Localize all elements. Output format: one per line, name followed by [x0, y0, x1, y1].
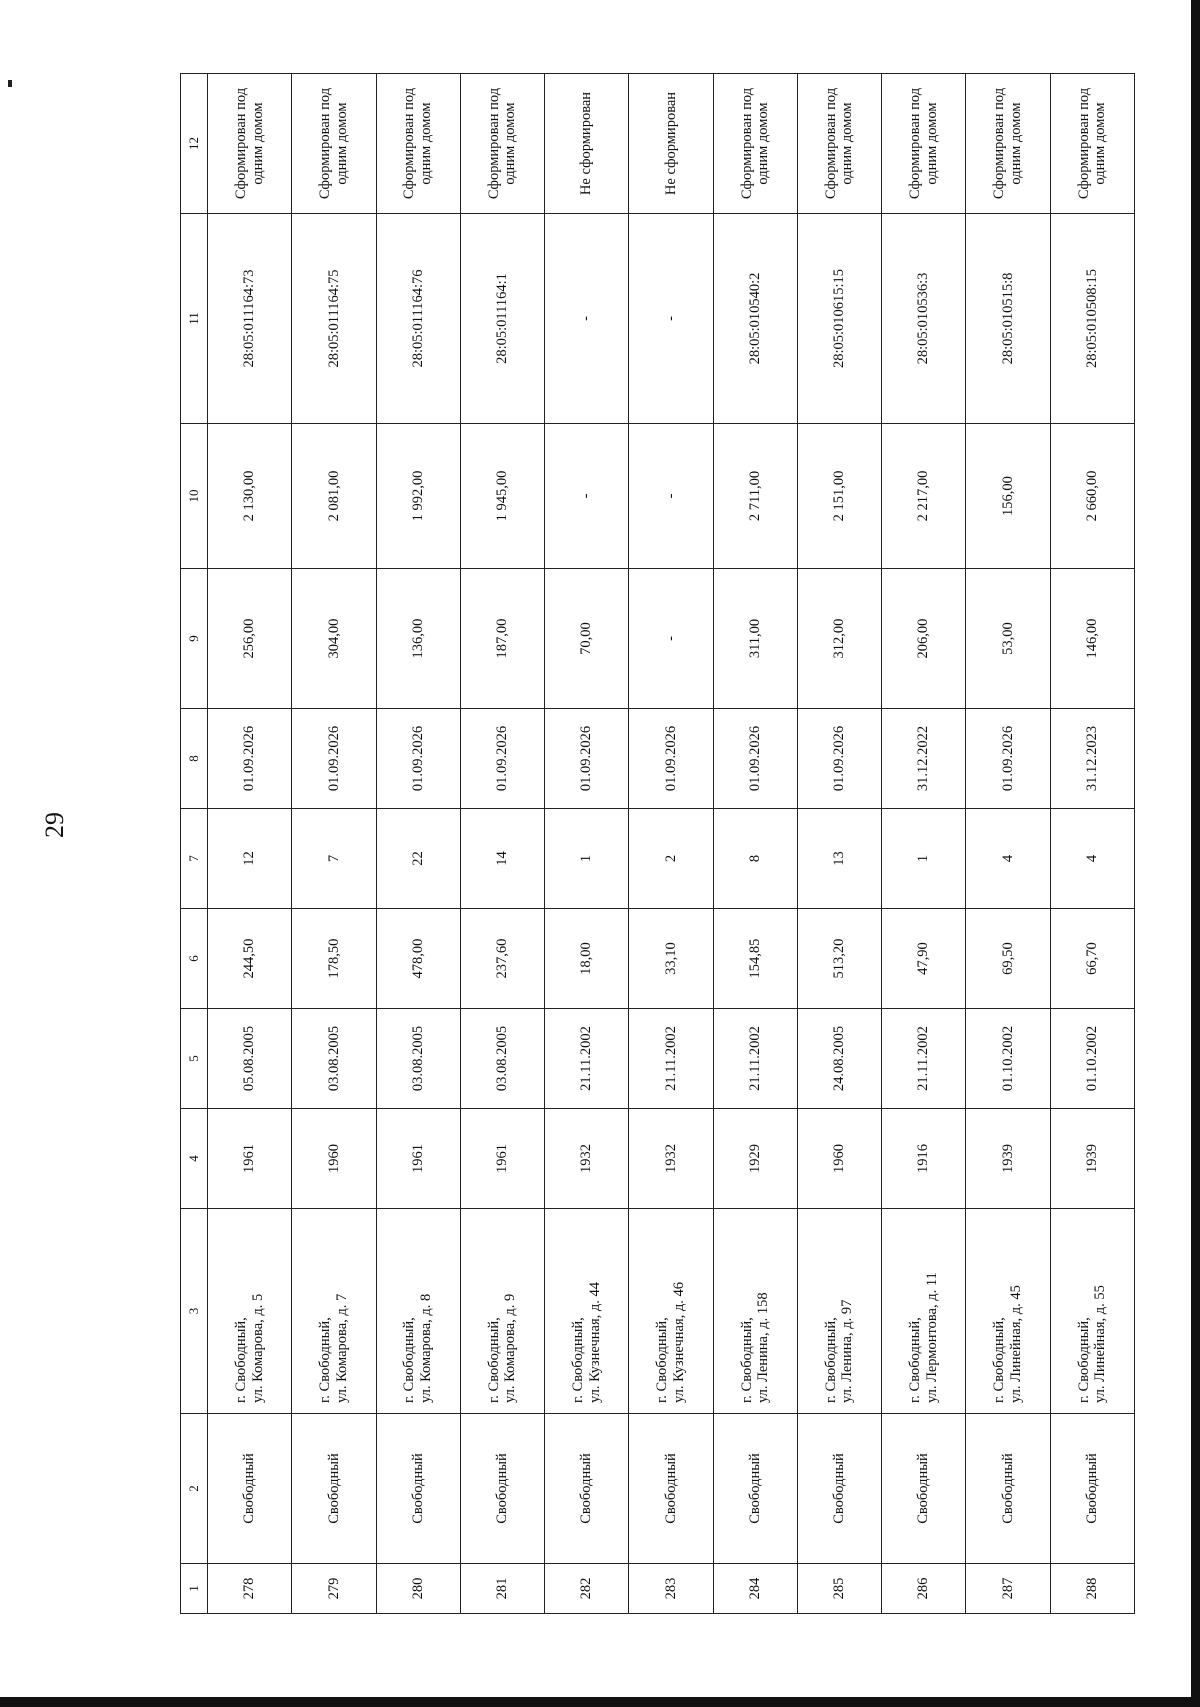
- residents-cell: 14: [460, 809, 544, 909]
- address-street: ул. Кузнечная, д. 46: [670, 1281, 687, 1403]
- deadline-cell: 01.09.2026: [713, 709, 797, 809]
- column-9-cell: 136,00: [376, 569, 460, 709]
- column-9-cell: 312,00: [797, 569, 881, 709]
- year-cell: 1916: [882, 1109, 966, 1209]
- residents-cell: 1: [545, 809, 629, 909]
- cadastral-number-cell: 28:05:011164:73: [208, 214, 292, 424]
- year-cell: 1939: [1050, 1109, 1134, 1209]
- column-9-cell: -: [629, 569, 713, 709]
- address-street: ул. Линейная, д. 45: [1008, 1285, 1025, 1403]
- date-cell: 01.10.2002: [966, 1009, 1050, 1109]
- column-9-cell: 70,00: [545, 569, 629, 709]
- table-row: [376, 74, 460, 1614]
- status-cell: [882, 74, 966, 214]
- address-cell: [797, 1209, 881, 1414]
- address-street: ул. Комарова, д. 8: [418, 1293, 435, 1403]
- column-9-cell: 187,00: [460, 569, 544, 709]
- column-number: 9: [181, 569, 208, 709]
- scan-speck: [8, 80, 12, 87]
- table-row: [629, 74, 713, 1614]
- date-cell: 01.10.2002: [1050, 1009, 1134, 1109]
- cadastral-number-cell: -: [629, 214, 713, 424]
- settlement-cell: Свободный: [629, 1414, 713, 1564]
- column-number: 4: [181, 1109, 208, 1209]
- settlement-cell: Свободный: [545, 1414, 629, 1564]
- address-street: ул. Ленина, д. 97: [839, 1299, 856, 1403]
- row-number: 280: [376, 1564, 460, 1614]
- status-line-2: одним домом: [923, 102, 940, 185]
- table-row: [966, 74, 1050, 1614]
- address-cell: [460, 1209, 544, 1414]
- address-city: г. Свободный,: [991, 1317, 1008, 1403]
- status-cell: [629, 74, 713, 214]
- row-number: 283: [629, 1564, 713, 1614]
- column-number: 2: [181, 1414, 208, 1564]
- area-cell: 244,50: [208, 909, 292, 1009]
- cadastral-number-cell: 28:05:010540:2: [713, 214, 797, 424]
- status-cell: [713, 74, 797, 214]
- cadastral-number-cell: 28:05:011164:1: [460, 214, 544, 424]
- column-9-cell: 206,00: [882, 569, 966, 709]
- cadastral-number-cell: 28:05:010615:15: [797, 214, 881, 424]
- table-row: [713, 74, 797, 1614]
- cadastral-number-cell: 28:05:010515:8: [966, 214, 1050, 424]
- status-line-2: одним домом: [755, 102, 772, 185]
- settlement-cell: Свободный: [797, 1414, 881, 1564]
- column-9-cell: 256,00: [208, 569, 292, 709]
- deadline-cell: 01.09.2026: [376, 709, 460, 809]
- area-cell: 47,90: [882, 909, 966, 1009]
- cadastral-number-cell: 28:05:010536:3: [882, 214, 966, 424]
- address-city: г. Свободный,: [232, 1317, 249, 1403]
- column-9-cell: 304,00: [292, 569, 376, 709]
- residents-cell: 12: [208, 809, 292, 909]
- row-number: 287: [966, 1564, 1050, 1614]
- table-row: [545, 74, 629, 1614]
- address-cell: [208, 1209, 292, 1414]
- row-number: 285: [797, 1564, 881, 1614]
- status-cell: [208, 74, 292, 214]
- column-number: 10: [181, 424, 208, 569]
- status-cell: [797, 74, 881, 214]
- area-cell: 69,50: [966, 909, 1050, 1009]
- cadastral-number-cell: 28:05:011164:76: [376, 214, 460, 424]
- address-cell: [545, 1209, 629, 1414]
- year-cell: 1929: [713, 1109, 797, 1209]
- deadline-cell: 01.09.2026: [292, 709, 376, 809]
- year-cell: 1961: [376, 1109, 460, 1209]
- column-10-cell: 1 945,00: [460, 424, 544, 569]
- address-cell: [1050, 1209, 1134, 1414]
- settlement-cell: Свободный: [376, 1414, 460, 1564]
- column-number: 3: [181, 1209, 208, 1414]
- column-number: 8: [181, 709, 208, 809]
- residents-cell: 7: [292, 809, 376, 909]
- column-9-cell: 146,00: [1050, 569, 1134, 709]
- column-10-cell: -: [629, 424, 713, 569]
- residents-cell: 1: [882, 809, 966, 909]
- deadline-cell: 01.09.2026: [208, 709, 292, 809]
- status-line-2: одним домом: [418, 102, 435, 185]
- row-number: 278: [208, 1564, 292, 1614]
- settlement-cell: Свободный: [460, 1414, 544, 1564]
- address-city: г. Свободный,: [1075, 1317, 1092, 1403]
- row-number: 282: [545, 1564, 629, 1614]
- status-line-1: Сформирован под: [401, 87, 418, 200]
- status-line-1: Не сформирован: [578, 91, 595, 196]
- status-cell: [460, 74, 544, 214]
- address-city: г. Свободный,: [485, 1317, 502, 1403]
- row-number: 284: [713, 1564, 797, 1614]
- residents-cell: 13: [797, 809, 881, 909]
- residents-cell: 8: [713, 809, 797, 909]
- address-cell: [882, 1209, 966, 1414]
- address-city: г. Свободный,: [570, 1317, 587, 1403]
- column-10-cell: -: [545, 424, 629, 569]
- page-number: 29: [40, 812, 69, 838]
- date-cell: 03.08.2005: [460, 1009, 544, 1109]
- column-10-cell: 2 081,00: [292, 424, 376, 569]
- row-number: 279: [292, 1564, 376, 1614]
- deadline-cell: 01.09.2026: [629, 709, 713, 809]
- table-row: [460, 74, 544, 1614]
- status-line-1: Сформирован под: [991, 87, 1008, 200]
- settlement-cell: Свободный: [966, 1414, 1050, 1564]
- area-cell: 154,85: [713, 909, 797, 1009]
- status-cell: [376, 74, 460, 214]
- status-line-2: одним домом: [1008, 102, 1025, 185]
- date-cell: 03.08.2005: [376, 1009, 460, 1109]
- deadline-cell: 01.09.2026: [460, 709, 544, 809]
- address-cell: [713, 1209, 797, 1414]
- year-cell: 1961: [460, 1109, 544, 1209]
- column-10-cell: 2 711,00: [713, 424, 797, 569]
- status-line-1: Сформирован под: [907, 87, 924, 200]
- address-city: г. Свободный,: [654, 1317, 671, 1403]
- column-number: 7: [181, 809, 208, 909]
- status-line-1: Сформирован под: [485, 87, 502, 200]
- address-cell: [629, 1209, 713, 1414]
- table-row: [882, 74, 966, 1614]
- column-9-cell: 311,00: [713, 569, 797, 709]
- address-street: ул. Лермонтова, д. 11: [923, 1272, 940, 1403]
- table-row: [797, 74, 881, 1614]
- year-cell: 1939: [966, 1109, 1050, 1209]
- date-cell: 03.08.2005: [292, 1009, 376, 1109]
- column-10-cell: 2 151,00: [797, 424, 881, 569]
- status-cell: [966, 74, 1050, 214]
- column-9-cell: 53,00: [966, 569, 1050, 709]
- row-number: 286: [882, 1564, 966, 1614]
- column-number: 12: [181, 74, 208, 214]
- status-line-1: Не сформирован: [662, 91, 679, 196]
- status-line-1: Сформирован под: [1075, 87, 1092, 200]
- table-row: [1050, 74, 1134, 1614]
- row-number: 288: [1050, 1564, 1134, 1614]
- area-cell: 513,20: [797, 909, 881, 1009]
- area-cell: 478,00: [376, 909, 460, 1009]
- area-cell: 33,10: [629, 909, 713, 1009]
- residents-cell: 4: [966, 809, 1050, 909]
- column-number-row: [181, 74, 208, 1614]
- area-cell: 237,60: [460, 909, 544, 1009]
- address-cell: [376, 1209, 460, 1414]
- status-line-1: Сформирован под: [232, 87, 249, 200]
- deadline-cell: 31.12.2022: [882, 709, 966, 809]
- status-line-2: одним домом: [839, 102, 856, 185]
- column-10-cell: 2 130,00: [208, 424, 292, 569]
- area-cell: 66,70: [1050, 909, 1134, 1009]
- deadline-cell: 01.09.2026: [966, 709, 1050, 809]
- date-cell: 05.08.2005: [208, 1009, 292, 1109]
- address-city: г. Свободный,: [822, 1317, 839, 1403]
- settlement-cell: Свободный: [292, 1414, 376, 1564]
- address-street: ул. Комарова, д. 7: [333, 1293, 350, 1403]
- table-row: [208, 74, 292, 1614]
- column-number: 11: [181, 214, 208, 424]
- scan-bottom-edge: [0, 1697, 1200, 1707]
- deadline-cell: 01.09.2026: [545, 709, 629, 809]
- status-line-1: Сформирован под: [317, 87, 334, 200]
- status-line-1: Сформирован под: [822, 87, 839, 200]
- settlement-cell: Свободный: [1050, 1414, 1134, 1564]
- year-cell: 1932: [545, 1109, 629, 1209]
- cadastral-number-cell: -: [545, 214, 629, 424]
- status-line-2: одним домом: [249, 102, 266, 185]
- status-cell: [1050, 74, 1134, 214]
- residents-cell: 4: [1050, 809, 1134, 909]
- date-cell: 21.11.2002: [545, 1009, 629, 1109]
- residents-cell: 2: [629, 809, 713, 909]
- year-cell: 1960: [797, 1109, 881, 1209]
- area-cell: 18,00: [545, 909, 629, 1009]
- date-cell: 21.11.2002: [629, 1009, 713, 1109]
- column-10-cell: 2 217,00: [882, 424, 966, 569]
- date-cell: 21.11.2002: [882, 1009, 966, 1109]
- status-cell: [292, 74, 376, 214]
- register-table-rotated: [180, 74, 1135, 1614]
- address-street: ул. Комарова, д. 5: [249, 1293, 266, 1403]
- deadline-cell: 31.12.2023: [1050, 709, 1134, 809]
- cadastral-number-cell: 28:05:011164:75: [292, 214, 376, 424]
- settlement-cell: Свободный: [882, 1414, 966, 1564]
- status-line-2: одним домом: [1092, 102, 1109, 185]
- settlement-cell: Свободный: [713, 1414, 797, 1564]
- register-table: [180, 73, 1135, 1614]
- year-cell: 1960: [292, 1109, 376, 1209]
- address-street: ул. Ленина, д. 158: [755, 1292, 772, 1403]
- column-10-cell: 156,00: [966, 424, 1050, 569]
- area-cell: 178,50: [292, 909, 376, 1009]
- table-row: [292, 74, 376, 1614]
- status-line-2: одним домом: [333, 102, 350, 185]
- address-city: г. Свободный,: [907, 1317, 924, 1403]
- status-line-2: одним домом: [502, 102, 519, 185]
- cadastral-number-cell: 28:05:010508:15: [1050, 214, 1134, 424]
- address-street: ул. Кузнечная, д. 44: [586, 1281, 603, 1403]
- address-city: г. Свободный,: [401, 1317, 418, 1403]
- column-10-cell: 2 660,00: [1050, 424, 1134, 569]
- year-cell: 1961: [208, 1109, 292, 1209]
- row-number: 281: [460, 1564, 544, 1614]
- address-city: г. Свободный,: [738, 1317, 755, 1403]
- settlement-cell: Свободный: [208, 1414, 292, 1564]
- column-number: 1: [181, 1564, 208, 1614]
- address-street: ул. Комарова, д. 9: [502, 1293, 519, 1403]
- status-line-1: Сформирован под: [738, 87, 755, 200]
- date-cell: 21.11.2002: [713, 1009, 797, 1109]
- deadline-cell: 01.09.2026: [797, 709, 881, 809]
- column-number: 5: [181, 1009, 208, 1109]
- address-cell: [966, 1209, 1050, 1414]
- column-number: 6: [181, 909, 208, 1009]
- scan-right-edge: [1191, 0, 1200, 1707]
- year-cell: 1932: [629, 1109, 713, 1209]
- address-city: г. Свободный,: [317, 1317, 334, 1403]
- address-cell: [292, 1209, 376, 1414]
- address-street: ул. Линейная, д. 55: [1092, 1285, 1109, 1403]
- column-10-cell: 1 992,00: [376, 424, 460, 569]
- residents-cell: 22: [376, 809, 460, 909]
- status-cell: [545, 74, 629, 214]
- date-cell: 24.08.2005: [797, 1009, 881, 1109]
